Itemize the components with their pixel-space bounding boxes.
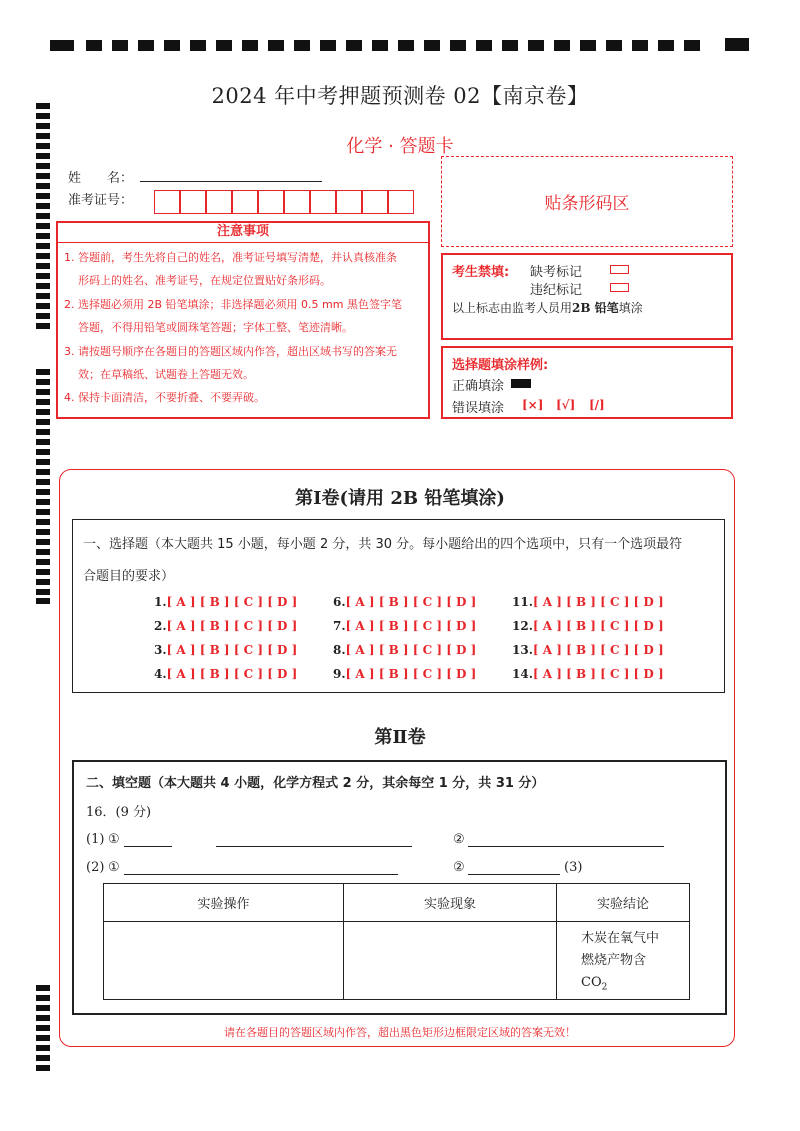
answer-blank[interactable] xyxy=(124,846,172,847)
name-field[interactable] xyxy=(140,181,322,182)
timing-mark xyxy=(36,389,50,395)
timing-mark xyxy=(36,469,50,475)
forbidden-heading: 考生禁填: xyxy=(452,265,510,280)
conclusion-cell xyxy=(557,922,690,1000)
answer-blank[interactable] xyxy=(124,874,398,875)
q-options[interactable]: [ A ] [ B ] [ C ] [ D ] xyxy=(532,643,664,657)
timing-mark xyxy=(36,549,50,555)
note-post: 填涂 xyxy=(618,301,643,315)
id-cell[interactable] xyxy=(284,190,310,214)
timing-mark xyxy=(50,40,74,51)
answer-blank[interactable] xyxy=(468,874,560,875)
timing-mark xyxy=(190,40,206,51)
page-title: 2024 年中考押题预测卷 02【南京卷】 xyxy=(211,84,589,108)
timing-mark xyxy=(36,193,50,199)
timing-mark xyxy=(36,598,50,604)
timing-mark xyxy=(320,40,336,51)
timing-mark xyxy=(36,253,50,259)
part3-label: (3) xyxy=(564,860,583,875)
conclusion-line xyxy=(581,972,689,999)
id-cell[interactable] xyxy=(154,190,180,214)
timing-mark xyxy=(36,1015,50,1021)
q-options[interactable]: [ A ] [ B ] [ C ] [ D ] xyxy=(345,619,477,633)
q-options[interactable]: [ A ] [ B ] [ C ] [ D ] xyxy=(345,643,477,657)
timing-mark xyxy=(36,203,50,209)
timing-mark xyxy=(36,183,50,189)
mc-question-12[interactable] xyxy=(512,619,664,633)
q-number: 1. xyxy=(154,595,167,609)
timing-mark xyxy=(36,1045,50,1051)
timing-mark xyxy=(36,313,50,319)
timing-mark xyxy=(36,283,50,289)
timing-mark xyxy=(36,173,50,179)
timing-mark xyxy=(268,40,284,51)
timing-mark xyxy=(528,40,544,51)
id-label: 准考证号： xyxy=(68,193,134,208)
timing-mark xyxy=(346,40,362,51)
id-cell[interactable] xyxy=(388,190,414,214)
timing-mark xyxy=(36,263,50,269)
correct-fill-label: 正确填涂 xyxy=(452,379,505,394)
q-number: 13. xyxy=(512,643,533,657)
timing-mark xyxy=(242,40,258,51)
answer-blank[interactable] xyxy=(216,846,412,847)
q-options[interactable]: [ A ] [ B ] [ C ] [ D ] xyxy=(166,643,298,657)
timing-mark xyxy=(36,123,50,129)
timing-mark xyxy=(36,293,50,299)
mc-instruction: 一、选择题（本大题共 15 小题，每小题 2 分，共 30 分。每小题给出的四个选项中，只有一个选项最符 xyxy=(83,537,683,552)
wrong-mark: [√] xyxy=(556,398,576,412)
id-cell[interactable] xyxy=(206,190,232,214)
timing-mark xyxy=(36,519,50,525)
timing-mark xyxy=(476,40,492,51)
timing-mark xyxy=(164,40,180,51)
circle-2: ② xyxy=(453,832,465,847)
q-number: 7. xyxy=(333,619,346,633)
q-options[interactable]: [ A ] [ B ] [ C ] [ D ] xyxy=(166,595,298,609)
timing-mark xyxy=(36,529,50,535)
id-cell[interactable] xyxy=(362,190,388,214)
table-header: 实验结论 xyxy=(557,884,690,922)
mc-question-13[interactable] xyxy=(512,643,664,657)
timing-mark xyxy=(502,40,518,51)
timing-mark xyxy=(36,399,50,405)
notice-item: 形码上的姓名、准考证号，在规定位置贴好条形码。 xyxy=(78,274,331,287)
timing-mark xyxy=(36,323,50,329)
q-number: 2. xyxy=(154,619,167,633)
timing-mark xyxy=(36,409,50,415)
timing-mark xyxy=(36,379,50,385)
violation-mark-box[interactable] xyxy=(610,283,629,292)
timing-mark xyxy=(450,40,466,51)
answer-blank[interactable] xyxy=(468,846,664,847)
fill-sample-heading: 选择题填涂样例: xyxy=(452,358,549,373)
co-subscript: 2 xyxy=(601,982,608,993)
forbidden-note xyxy=(452,299,643,316)
timing-mark xyxy=(580,40,596,51)
timing-mark xyxy=(36,233,50,239)
timing-mark xyxy=(554,40,570,51)
mc-question-11[interactable] xyxy=(512,595,664,609)
wrong-mark: [×] xyxy=(522,398,544,412)
timing-mark xyxy=(36,439,50,445)
q-options[interactable]: [ A ] [ B ] [ C ] [ D ] xyxy=(532,595,664,609)
row1-label: (1) xyxy=(86,832,105,847)
q-options[interactable]: [ A ] [ B ] [ C ] [ D ] xyxy=(166,667,298,681)
phenomenon-cell[interactable] xyxy=(344,922,557,1000)
q-number: 14. xyxy=(512,667,533,681)
operation-cell[interactable] xyxy=(104,922,344,1000)
correct-fill-sample xyxy=(511,379,531,388)
timing-mark xyxy=(606,40,622,51)
mc-question-3[interactable] xyxy=(154,643,297,657)
mc-question-1[interactable] xyxy=(154,595,297,609)
timing-mark xyxy=(398,40,414,51)
violation-label: 违纪标记 xyxy=(530,283,583,298)
absent-mark-box[interactable] xyxy=(610,265,629,274)
timing-mark xyxy=(36,1065,50,1071)
circle-2: ② xyxy=(453,860,465,875)
q-number: 8. xyxy=(333,643,346,657)
wrong-mark: [/] xyxy=(589,398,605,412)
id-cell[interactable] xyxy=(336,190,362,214)
timing-mark xyxy=(632,40,648,51)
absent-label: 缺考标记 xyxy=(530,265,583,280)
timing-mark xyxy=(372,40,388,51)
part2-title: 第Ⅱ卷 xyxy=(374,727,426,748)
timing-mark xyxy=(36,419,50,425)
timing-mark xyxy=(36,243,50,249)
circle-1: ① xyxy=(108,860,120,875)
notice-item: 答题，不得用铅笔或圆珠笔答题；字体工整、笔迹清晰。 xyxy=(78,321,353,334)
id-cell[interactable] xyxy=(232,190,258,214)
notice-item: 2. 选择题必须用 2B 铅笔填涂；非选择题必须用 0.5 mm 黑色签字笔 xyxy=(64,298,402,311)
timing-mark xyxy=(36,985,50,991)
notice-item: 3. 请按题号顺序在各题目的答题区域内作答，超出区域书写的答案无 xyxy=(64,345,397,358)
experiment-table xyxy=(103,883,690,1000)
wrong-fill-label: 错误填涂 xyxy=(452,401,505,416)
q-options[interactable]: [ A ] [ B ] [ C ] [ D ] xyxy=(345,667,477,681)
timing-mark xyxy=(36,1005,50,1011)
notice-item: 效；在草稿纸、试题卷上答题无效。 xyxy=(78,368,254,381)
q-number: 12. xyxy=(512,619,533,633)
q-number: 3. xyxy=(154,643,167,657)
timing-mark xyxy=(658,40,674,51)
name-label: 姓 名： xyxy=(68,171,134,186)
timing-mark xyxy=(216,40,232,51)
timing-mark xyxy=(36,995,50,1001)
mc-question-14[interactable] xyxy=(512,667,664,681)
q-number: 9. xyxy=(333,667,346,681)
row2-label: (2) xyxy=(86,860,105,875)
mc-question-4[interactable] xyxy=(154,667,297,681)
timing-mark xyxy=(36,539,50,545)
mc-question-6[interactable] xyxy=(333,595,476,609)
table-header: 实验现象 xyxy=(344,884,557,922)
mc-question-2[interactable] xyxy=(154,619,297,633)
note-pre: 以上标志由监考人员用 xyxy=(452,301,573,315)
timing-mark xyxy=(294,40,310,51)
barcode-label: 贴条形码区 xyxy=(544,194,630,214)
timing-mark xyxy=(36,579,50,585)
q-number: 4. xyxy=(154,667,167,681)
q-options[interactable]: [ A ] [ B ] [ C ] [ D ] xyxy=(532,619,664,633)
timing-mark xyxy=(36,303,50,309)
conclusion-line: 燃烧产物含 xyxy=(581,953,647,968)
barcode-area xyxy=(441,156,733,247)
part1-title: 第Ⅰ卷(请用 2B 铅笔填涂) xyxy=(295,488,505,509)
timing-mark xyxy=(36,559,50,565)
q-number: 6. xyxy=(333,595,346,609)
mc-question-9[interactable] xyxy=(333,667,476,681)
timing-mark xyxy=(138,40,154,51)
timing-mark xyxy=(36,569,50,575)
timing-mark xyxy=(36,459,50,465)
timing-mark xyxy=(36,163,50,169)
timing-mark xyxy=(36,429,50,435)
mc-question-8[interactable] xyxy=(333,643,476,657)
timing-mark xyxy=(424,40,440,51)
conclusion-line: 木炭在氧气中 xyxy=(581,931,660,946)
notice-item: 4. 保持卡面清洁，不要折叠、不要弄破。 xyxy=(64,391,265,404)
q-options[interactable]: [ A ] [ B ] [ C ] [ D ] xyxy=(166,619,298,633)
co-formula: CO xyxy=(581,975,602,990)
id-cell[interactable] xyxy=(258,190,284,214)
timing-mark xyxy=(112,40,128,51)
table-header: 实验操作 xyxy=(104,884,344,922)
timing-mark xyxy=(684,40,700,51)
timing-mark xyxy=(86,40,102,51)
id-cell[interactable] xyxy=(180,190,206,214)
question-16-label: 16．(9 分) xyxy=(86,805,152,820)
timing-mark xyxy=(36,1055,50,1061)
mc-instruction: 合题目的要求） xyxy=(83,569,175,584)
timing-mark xyxy=(36,223,50,229)
timing-mark xyxy=(725,38,749,51)
q-options[interactable]: [ A ] [ B ] [ C ] [ D ] xyxy=(532,667,664,681)
timing-mark xyxy=(36,589,50,595)
subtitle: 化学 · 答题卡 xyxy=(346,136,454,157)
timing-mark xyxy=(36,449,50,455)
fill-in-instruction: 二、填空题（本大题共 4 小题，化学方程式 2 分，其余每空 1 分，共 31 分） xyxy=(86,776,545,791)
id-cell[interactable] xyxy=(310,190,336,214)
timing-mark xyxy=(36,213,50,219)
notice-heading: 注意事项 xyxy=(56,221,430,243)
note-bold: 2B 铅笔 xyxy=(572,301,619,315)
q-number: 11. xyxy=(512,595,533,609)
notice-item: 1. 答题前，考生先将自己的姓名，准考证号填写清楚，并认真核准条 xyxy=(64,251,397,264)
mc-question-7[interactable] xyxy=(333,619,476,633)
timing-mark xyxy=(36,273,50,279)
q-options[interactable]: [ A ] [ B ] [ C ] [ D ] xyxy=(345,595,477,609)
timing-mark xyxy=(36,113,50,119)
circle-1: ① xyxy=(108,832,120,847)
footer-note: 请在各题目的答题区域内作答，超出黑色矩形边框限定区域的答案无效！ xyxy=(224,1026,576,1039)
timing-mark xyxy=(36,369,50,375)
